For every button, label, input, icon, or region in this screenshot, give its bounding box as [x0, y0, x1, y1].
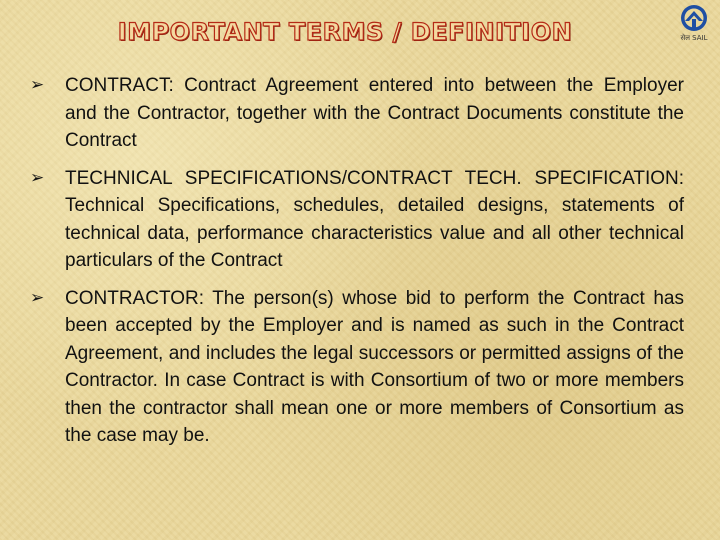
term-text: CONTRACTOR: The person(s) whose bid to perform the Contract has been accepted by the Employer and is named as such in the Contract Agreement, and includes the legal successors or permitted assigns of the Contractor. In case Contract is with Consortium of two or more members then the contractor shall mean one or more members of Consortium as the case may be.: [65, 287, 684, 446]
terms-list: [30, 72, 684, 450]
term-text: TECHNICAL SPECIFICATIONS/CONTRACT TECH. SPECIFICATION: Technical Specifications, schedules, detailed designs, statements of technical data, performance characteristics value and all other technical particulars of the Contract: [65, 167, 684, 271]
arrow-bullet-icon: ➢: [30, 287, 45, 308]
sail-logo-icon: [678, 4, 710, 34]
arrow-bullet-icon: ➢: [30, 167, 45, 188]
slide-title: IMPORTANT TERMS / DEFINITION: [117, 18, 573, 46]
term-text: CONTRACT: Contract Agreement entered into between the Employer and the Contractor, together with the Contract Documents constitute the Contract: [65, 75, 684, 151]
arrow-bullet-icon: ➢: [30, 75, 45, 95]
term-contractor: [30, 285, 684, 450]
term-contract: [30, 72, 684, 155]
sail-logo: [672, 4, 716, 46]
term-technical-specifications: [30, 165, 684, 275]
logo-caption: सेल SAIL: [680, 34, 708, 42]
